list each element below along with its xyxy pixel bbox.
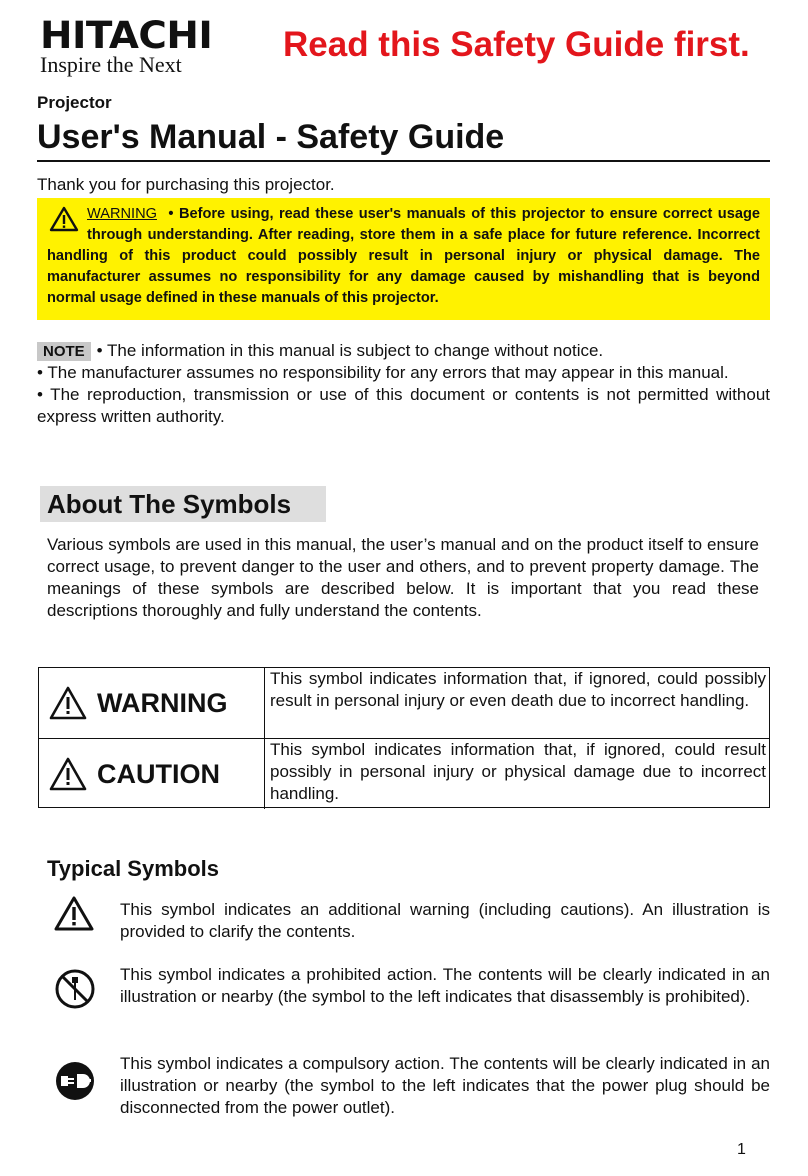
intro-text: Thank you for purchasing this projector. (37, 175, 335, 194)
note-line-2: • The manufacturer assumes no responsibility for any errors that may appear in this manual. (37, 363, 729, 382)
warning-label: WARNING (87, 206, 157, 222)
note-badge: NOTE (37, 342, 91, 361)
unplug-icon (54, 1060, 96, 1102)
symbol-row-caution (39, 738, 769, 809)
typical-symbols-heading: Typical Symbols (47, 856, 219, 881)
typical-compulsory-text: This symbol indicates a compulsory action. The contents will be clearly indicated in an illustration or nearby (the symbol to the left indicates that the power plug should be disconnected from the power outlet). (120, 1054, 770, 1117)
typical-warning-text: This symbol indicates an additional warning (including cautions). An illustration is provided to clarify the contents. (120, 900, 770, 941)
note-section (37, 340, 770, 428)
symbol-table (38, 667, 770, 808)
symbol-warning-label: WARNING (97, 688, 228, 718)
symbol-label-cell (39, 668, 265, 738)
product-subtitle: Projector (37, 93, 112, 112)
warning-box (37, 198, 770, 320)
brand-logo: HITACHI (40, 14, 213, 57)
about-symbols-body: Various symbols are used in this manual, the user’s manual and on the product itself to ensure correct usage, to prevent danger to the user and others, and to prevent property damage. The meanings of these symbols are described below. It is important that you read these descriptions thoroughly and fully understand the contents. (47, 535, 759, 620)
brand-tagline: Inspire the Next (40, 52, 182, 77)
symbol-row-warning (39, 668, 769, 738)
safety-headline: Read this Safety Guide first. (283, 25, 750, 64)
warning-triangle-icon (54, 896, 94, 932)
symbol-caution-desc: This symbol indicates information that, if ignored, could result possibly in personal injury or physical damage due to incorrect handling. (270, 740, 766, 803)
warning-text: • Before using, read these user's manuals of this projector to ensure correct usage through understanding. After reading, store them in a safe place for future reference. Incorrect handling of this product could possibly result in personal injury or physical damage. The manufacturer assumes no responsibility for any damage caused by mishandling that is beyond normal usage defined in these manuals of this projector. (47, 206, 760, 306)
symbol-label-cell (39, 739, 265, 809)
note-line-1: • The information in this manual is subject to change without notice. (96, 341, 604, 360)
warning-triangle-icon (49, 206, 79, 232)
note-line-3: • The reproduction, transmission or use of this document or contents is not permitted without express written authority. (37, 385, 770, 426)
about-symbols-heading: About The Symbols (40, 486, 326, 522)
symbol-caution-label: CAUTION (97, 759, 220, 789)
warning-triangle-icon (49, 757, 87, 791)
page-title: User's Manual - Safety Guide (37, 118, 505, 156)
title-divider (37, 160, 770, 162)
page-number: 1 (737, 1141, 746, 1158)
typical-prohibited-text: This symbol indicates a prohibited action. The contents will be clearly indicated in an illustration or nearby (the symbol to the left indicates that disassembly is prohibited). (120, 965, 770, 1006)
warning-triangle-icon (49, 686, 87, 720)
no-disassembly-icon (54, 968, 96, 1010)
symbol-warning-desc: This symbol indicates information that, if ignored, could possibly result in personal injury or even death due to incorrect handling. (270, 669, 766, 710)
